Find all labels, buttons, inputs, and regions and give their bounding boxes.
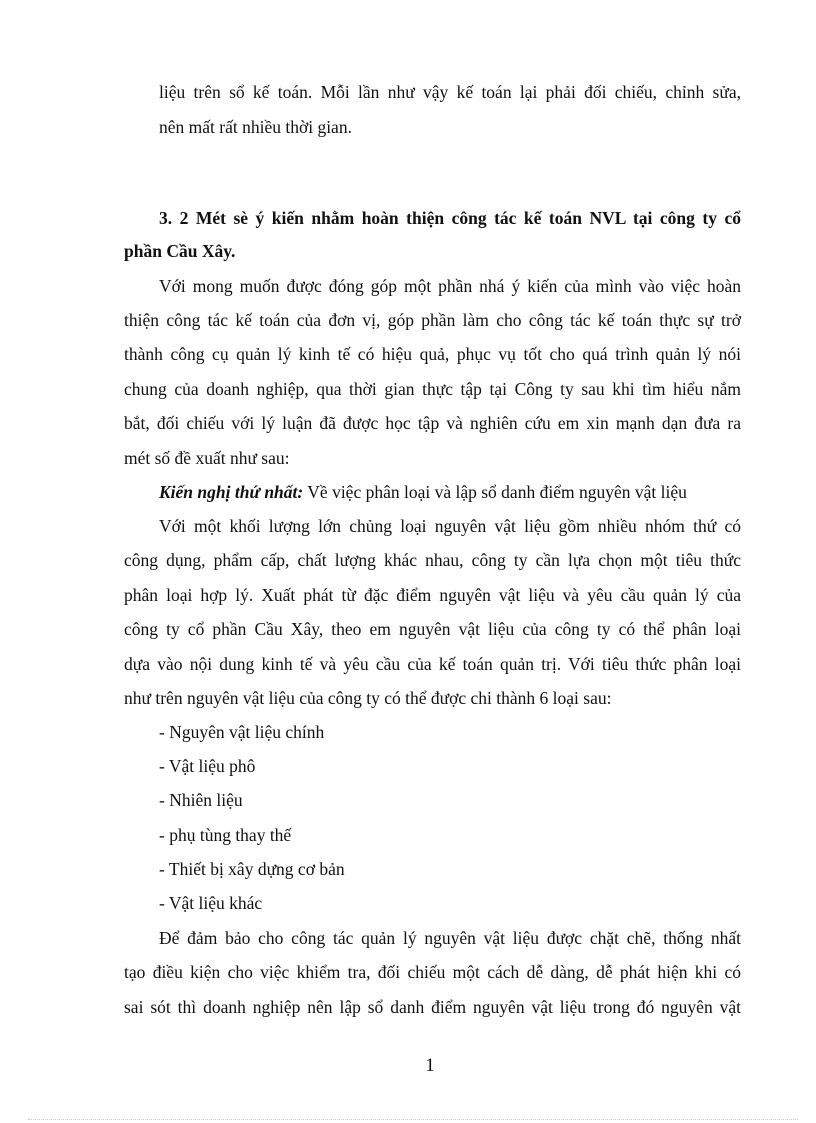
paragraph-line: thiện công tác kế toán của đơn vị, góp phần làm cho công tác kế toán thực sự trở — [124, 310, 741, 330]
paragraph-line: bắt, đối chiếu với lý luận đã được học tập và nghiên cứu em xin mạnh dạn đưa ra — [124, 413, 741, 433]
paragraph-line: Để đảm bảo cho công tác quản lý nguyên vật liệu được chặt chẽ, thống nhất — [159, 928, 741, 948]
paragraph-line: như trên nguyên vật liệu của công ty có thể được chi thành 6 loại sau: — [124, 688, 612, 708]
paragraph-line: tạo điều kiện cho việc khiểm tra, đối chiếu một cách dễ dàng, dễ phát hiện khi có — [124, 962, 741, 982]
page-bottom-edge — [28, 1119, 798, 1120]
list-item: - Nguyên vật liệu chính — [159, 722, 325, 742]
paragraph-line: chung của doanh nghiệp, qua thời gian thực tập tại Công ty sau khi tìm hiểu nắm — [124, 379, 741, 399]
page-number: 1 — [425, 1055, 435, 1076]
paragraph-line: mét số đề xuất như sau: — [124, 448, 290, 468]
recommendation-text: Về việc phân loại và lập sổ danh điểm nguyên vật liệu — [303, 482, 687, 502]
section-heading: 3. 2 Mét sè ý kiến nhằm hoàn thiện công tác kế toán NVL tại công ty cổ — [159, 208, 741, 228]
list-item: - Nhiên liệu — [159, 790, 243, 810]
paragraph-line: dựa vào nội dung kinh tế và yêu cầu của kế toán quản trị. Với tiêu thức phân loại — [124, 654, 741, 674]
list-item: - Vật liệu khác — [159, 893, 263, 913]
paragraph-line: thành công cụ quản lý kinh tế có hiệu quả, phục vụ tốt cho quá trình quản lý nói — [124, 344, 741, 364]
paragraph-line: công dụng, phẩm cấp, chất lượng khác nhau, công ty cần lựa chọn một tiêu thức — [124, 550, 741, 570]
list-item: - Thiết bị xây dựng cơ bản — [159, 859, 345, 879]
paragraph-line: phân loại hợp lý. Xuất phát từ đặc điểm nguyên vật liệu và yêu cầu quản lý của — [124, 585, 741, 605]
list-item: - phụ tùng thay thế — [159, 825, 292, 845]
paragraph-line: sai sót thì doanh nghiệp nên lập sổ danh điểm nguyên vật liệu trong đó nguyên vật — [124, 997, 741, 1017]
section-heading: phần Cầu Xây. — [124, 241, 236, 261]
paragraph-line: công ty cổ phần Cầu Xây, theo em nguyên vật liệu của công ty có thể phân loại — [124, 619, 741, 639]
list-item: - Vật liệu phô — [159, 756, 256, 776]
paragraph-line: liệu trên sổ kế toán. Mỗi lần như vậy kế toán lại phải đối chiếu, chỉnh sửa, — [159, 82, 741, 102]
paragraph-line: Với một khối lượng lớn chủng loại nguyên vật liệu gồm nhiều nhóm thứ có — [159, 516, 741, 536]
paragraph-line: Với mong muốn được đóng góp một phần nhá ý kiến của mình vào việc hoàn — [159, 276, 741, 296]
recommendation-label: Kiến nghị thứ nhất: — [159, 482, 304, 502]
paragraph-line: nên mất rất nhiều thời gian. — [159, 117, 352, 137]
recommendation-line — [159, 481, 687, 503]
